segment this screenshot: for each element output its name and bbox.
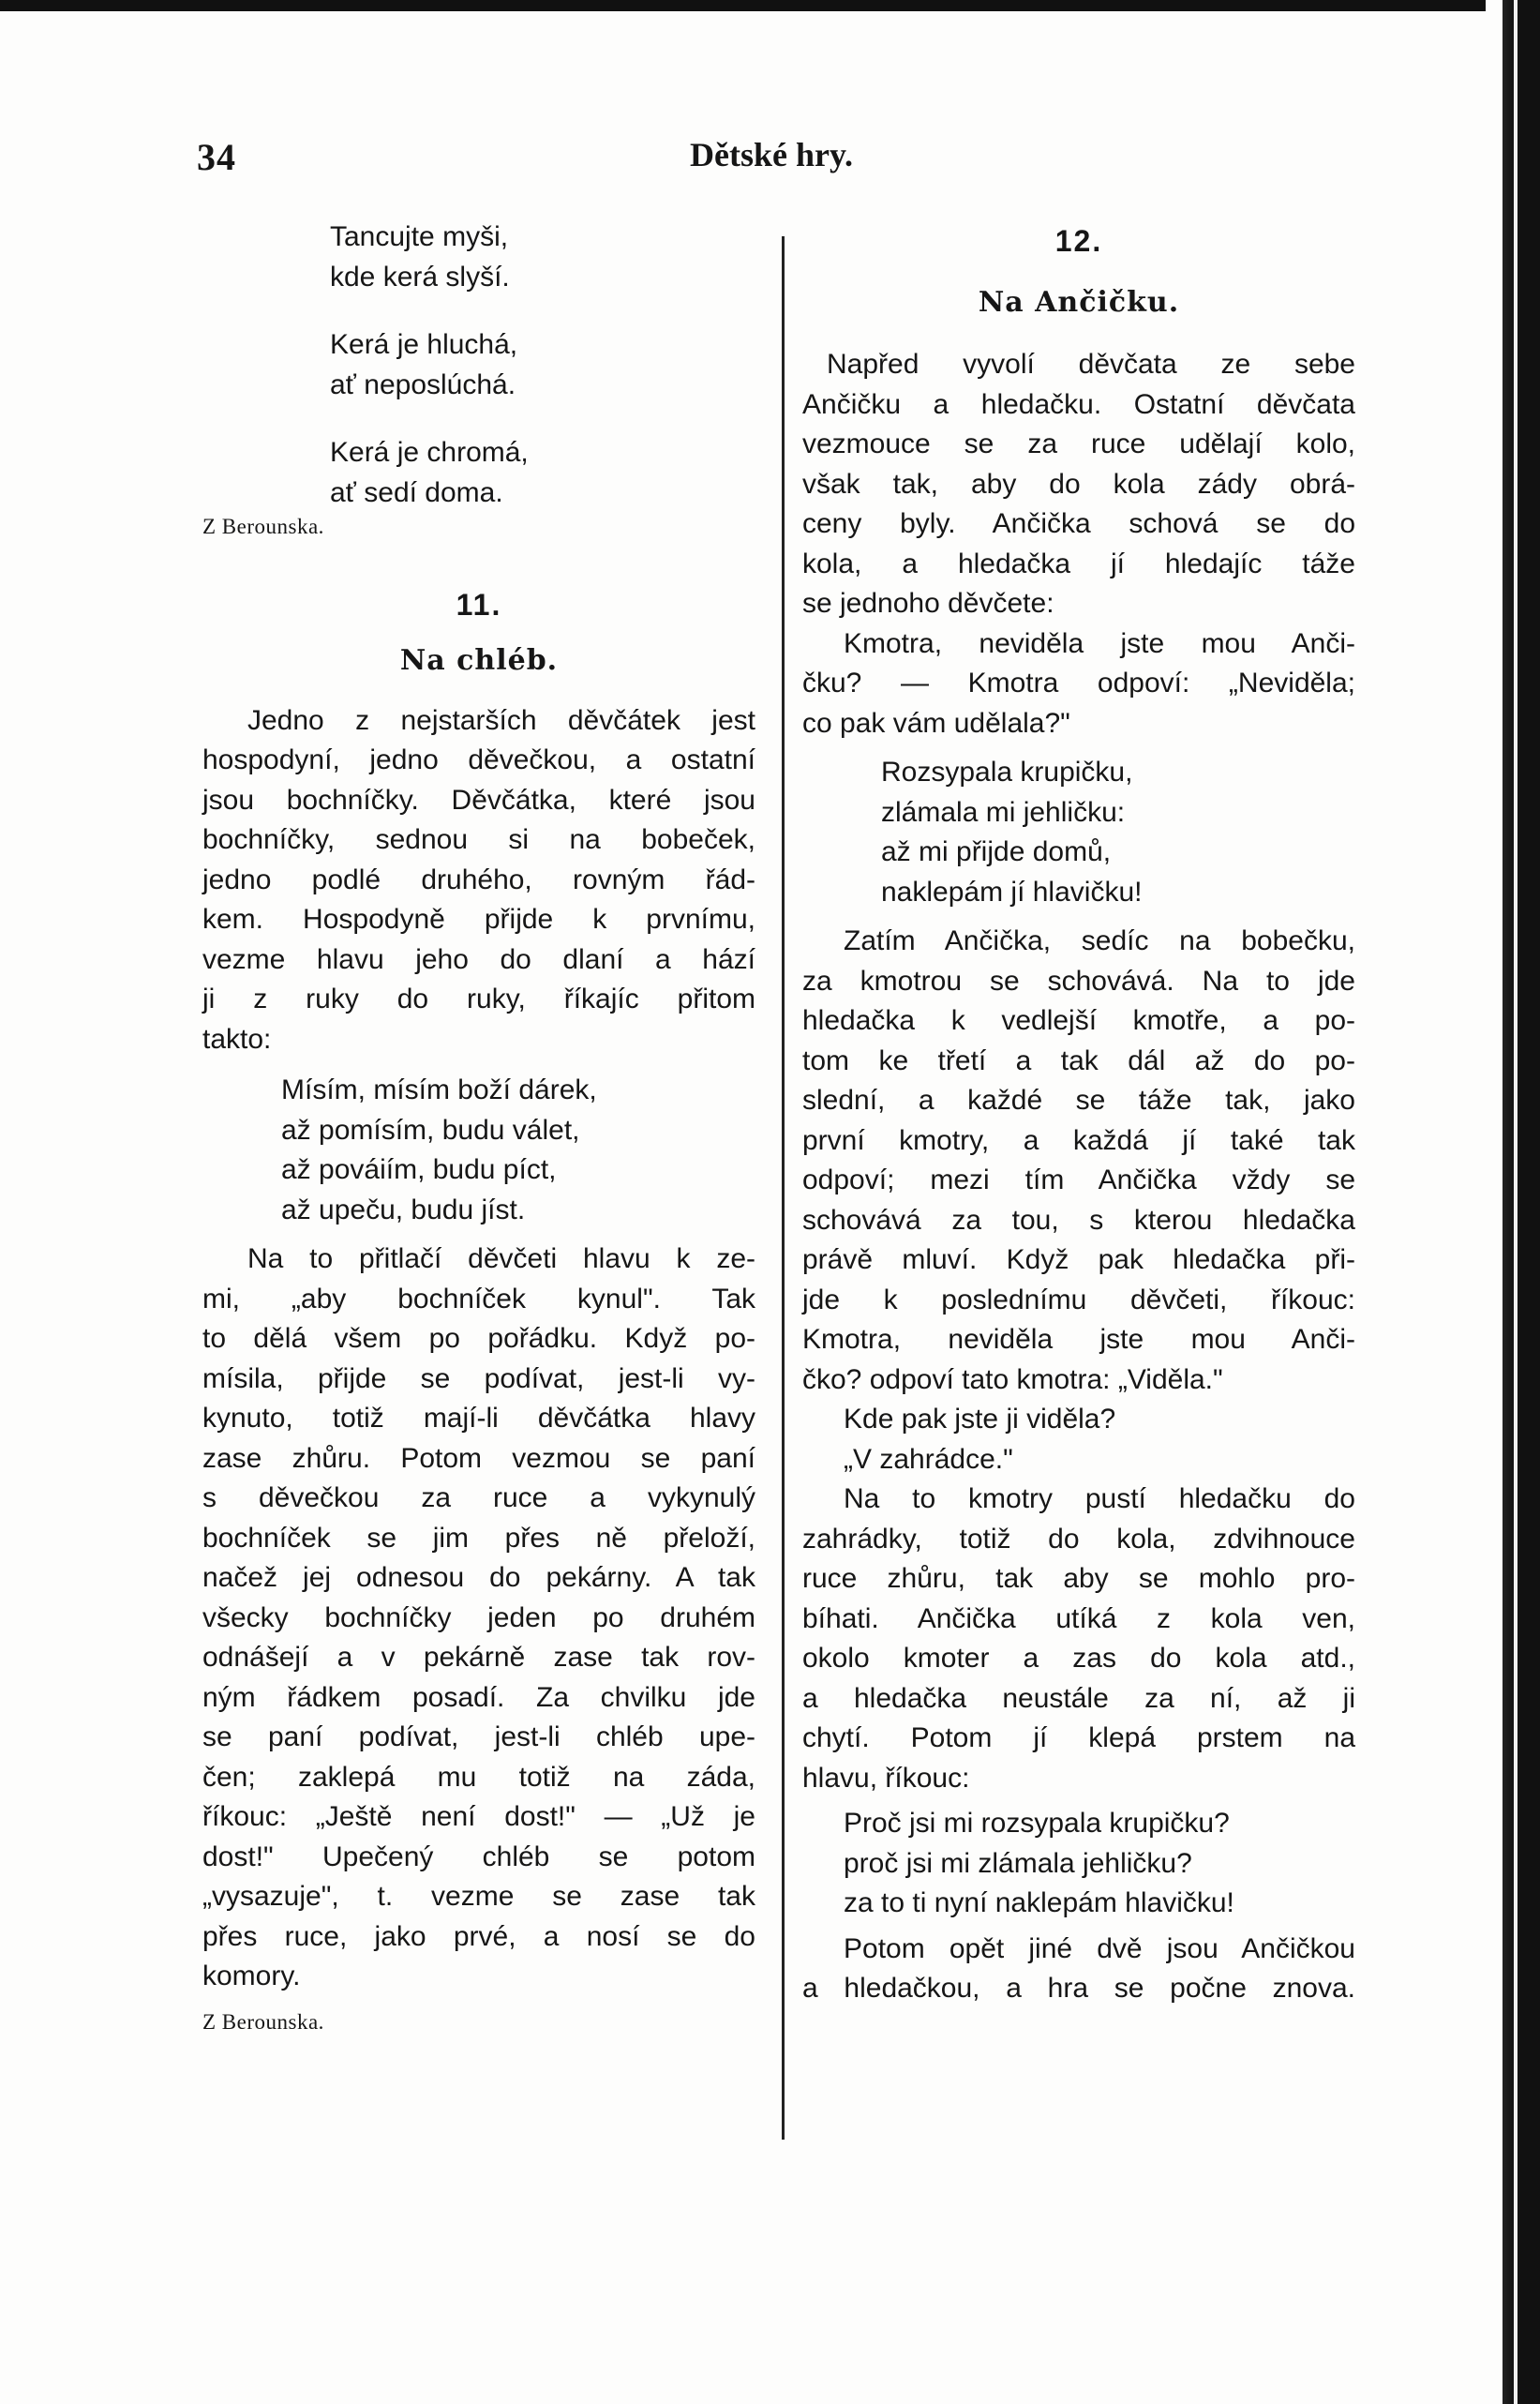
- section-number: 12.: [1054, 224, 1103, 258]
- poem-line: za to ti nyní naklepám hlavičku!: [844, 1887, 1234, 1918]
- poem-line: až pomísím, budu válet,: [281, 1114, 580, 1146]
- paragraph: [202, 701, 755, 1060]
- text-line: zahrádky, totiž do kola, zdvihnouce: [802, 1523, 1355, 1555]
- text-line: okolo kmoter a zas do kola atd.,: [802, 1643, 1355, 1674]
- text-line: Napřed vyvolí děvčata ze sebe: [827, 349, 1355, 380]
- text-line: „vysazuje", t. vezme se zase tak: [202, 1881, 755, 1912]
- text-line: všecky bochníčky jeden po druhém: [202, 1601, 755, 1633]
- intro-poem: [202, 218, 755, 513]
- poem-line: Kerá je chromá,: [330, 437, 529, 468]
- text-line: mísila, přijde se podívat, jest-li vy-: [202, 1362, 755, 1394]
- text-line: se paní podívat, jest-li chléb upe-: [202, 1721, 755, 1752]
- text-line: bíhati. Ančička utíká z kola ven,: [802, 1602, 1355, 1634]
- text-line: a hledačka neustále za ní, až ji: [802, 1682, 1355, 1714]
- verse: [802, 753, 1355, 912]
- text-line: dost!" Upečený chléb se potom: [202, 1841, 755, 1872]
- text-line: čko? odpoví tato kmotra: „Viděla.": [802, 1363, 1223, 1395]
- text-line: Na to přitlačí děvčeti hlavu k ze-: [247, 1243, 755, 1274]
- text-line: kynuto, totiž mají-li děvčátka hlavy: [202, 1403, 755, 1434]
- poem-line: Tancujte myši,: [330, 221, 509, 252]
- text-line: jsou bochníčky. Děvčátka, které jsou: [202, 784, 755, 816]
- text-line: „V zahrádce.": [844, 1443, 1013, 1475]
- text-line: hledačka k vedlejší kmotře, a po-: [802, 1005, 1355, 1036]
- text-line: chytí. Potom jí klepá prstem na: [802, 1722, 1355, 1753]
- text-line: Ančičku a hledačku. Ostatní děvčata: [802, 388, 1355, 420]
- column-divider: [782, 236, 785, 2140]
- poem-line: Mísím, mísím boží dárek,: [281, 1074, 597, 1105]
- text-line: čku? — Kmotra odpoví: „Neviděla;: [802, 668, 1355, 699]
- text-line: mi, „aby bochníček kynul". Tak: [202, 1283, 755, 1315]
- text-line: bochníčky, sednou si na bobeček,: [202, 824, 755, 855]
- text-line: říkouc: „Ještě není dost!" — „Už je: [202, 1801, 755, 1832]
- text-line: Na to kmotry pustí hledačku do: [844, 1483, 1355, 1514]
- text-line: však tak, aby do kola zády obrá-: [802, 468, 1355, 500]
- text-line: takto:: [202, 1023, 272, 1055]
- paragraph: [802, 922, 1355, 1400]
- section-title: Na Ančičku.: [978, 286, 1180, 319]
- paragraph: [802, 345, 1355, 624]
- poem-line: až mi přijde domů,: [881, 836, 1112, 867]
- poem-line: až upeču, budu jíst.: [281, 1194, 526, 1225]
- text-line: načež jej odnesou do pekárny. A tak: [202, 1562, 755, 1593]
- text-line: zase zhůru. Potom vezmou se paní: [202, 1442, 755, 1474]
- verse: [802, 1804, 1355, 1924]
- running-title: Dětské hry.: [690, 136, 853, 173]
- text-line: Zatím Ančička, sedíc na bobečku,: [844, 925, 1355, 956]
- paragraph: [802, 1930, 1355, 2009]
- text-line: odnášejí a v pekárně zase tak rov-: [202, 1642, 755, 1673]
- text-line: první kmotry, a každá jí také tak: [802, 1124, 1355, 1156]
- text-line: vezmouce se za ruce udělají kolo,: [802, 428, 1355, 459]
- text-line: ruce zhůru, tak aby se mohlo pro-: [802, 1563, 1355, 1594]
- text-line: slední, a každé se táže tak, jako: [802, 1085, 1355, 1116]
- text-line: jedno podlé druhého, rovným řád-: [202, 864, 755, 895]
- section-number: 11.: [456, 587, 502, 622]
- text-line: vezme hlavu jeho do dlaní a hází: [202, 943, 755, 975]
- poem-line: zlámala mi jehličku:: [881, 796, 1126, 828]
- text-line: jde k poslednímu děvčeti, říkouc:: [802, 1284, 1355, 1315]
- source-attribution: Z Berounska.: [202, 2009, 324, 2034]
- poem-line: proč jsi mi zlámala jehličku?: [844, 1847, 1192, 1879]
- poem-line: kde kerá slyší.: [330, 261, 510, 293]
- poem-line: Kerá je hluchá,: [330, 329, 518, 360]
- paragraph: [802, 1480, 1355, 1798]
- text-line: za kmotrou se schovává. Na to jde: [802, 965, 1355, 997]
- dialog: [802, 624, 1355, 744]
- poem-line: naklepám jí hlavičku!: [881, 876, 1143, 908]
- text-line: co pak vám udělala?": [802, 707, 1070, 739]
- text-line: Kde pak jste ji viděla?: [844, 1404, 1116, 1435]
- text-line: hlavu, říkouc:: [802, 1762, 970, 1794]
- dialog: [802, 1400, 1355, 1480]
- right-column: [802, 218, 1355, 2009]
- text-line: se jednoho děvčete:: [802, 588, 1054, 619]
- text-line: Jedno z nejstarších děvčátek jest: [247, 704, 755, 736]
- text-line: čen; zaklepá mu totiž na záda,: [202, 1761, 755, 1793]
- text-line: odpoví; mezi tím Ančička vždy se: [802, 1164, 1355, 1195]
- text-line: schovává za tou, s kterou hledačka: [802, 1204, 1355, 1236]
- poem-line: Rozsypala krupičku,: [881, 757, 1133, 788]
- text-line: komory.: [202, 1961, 301, 1991]
- text-line: Potom opět jiné dvě jsou Ančičkou: [844, 1932, 1355, 1964]
- text-line: ným řádkem posadí. Za chvilku jde: [202, 1681, 755, 1713]
- text-line: tom ke třetí a tak dál až do po-: [802, 1044, 1355, 1076]
- page-number: 34: [197, 136, 236, 178]
- paragraph: [202, 1240, 755, 1997]
- verse: [202, 1071, 755, 1230]
- text-line: to dělá všem po pořádku. Když po-: [202, 1323, 755, 1354]
- text-line: hospodyní, jedno děvečkou, a ostatní: [202, 744, 755, 775]
- text-line: ji z ruky do ruky, říkajíc přitom: [202, 984, 755, 1014]
- text-line: bochníček se jim přes ně přeloží,: [202, 1522, 755, 1554]
- text-line: přes ruce, jako prvé, a nosí se do: [202, 1920, 755, 1952]
- source-attribution: Z Berounska.: [202, 515, 324, 538]
- text-line: právě mluví. Když pak hledačka při-: [802, 1244, 1355, 1275]
- text-line: a hledačkou, a hra se počne znova.: [802, 1973, 1355, 2004]
- scan-border-right: [1486, 0, 1540, 2404]
- text-line: ceny byly. Ančička schová se do: [802, 508, 1355, 539]
- scan-border-top: [0, 0, 1540, 11]
- text-line: Kmotra, neviděla jste mou Anči-: [844, 627, 1355, 659]
- text-line: kola, a hledačka jí hledajíc táže: [802, 548, 1355, 579]
- poem-line: ať neposlúchá.: [330, 368, 516, 400]
- poem-line: Proč jsi mi rozsypala krupičku?: [844, 1808, 1230, 1839]
- text-line: Kmotra, neviděla jste mou Anči-: [802, 1324, 1355, 1355]
- text-line: s děvečkou za ruce a vykynulý: [202, 1482, 755, 1513]
- poem-line: až pováiím, budu píct,: [281, 1154, 557, 1185]
- section-title: Na chléb.: [399, 643, 559, 677]
- text-line: kem. Hospodyně přijde k prvnímu,: [202, 904, 755, 935]
- poem-line: ať sedí doma.: [330, 476, 503, 508]
- left-column: [202, 218, 755, 2042]
